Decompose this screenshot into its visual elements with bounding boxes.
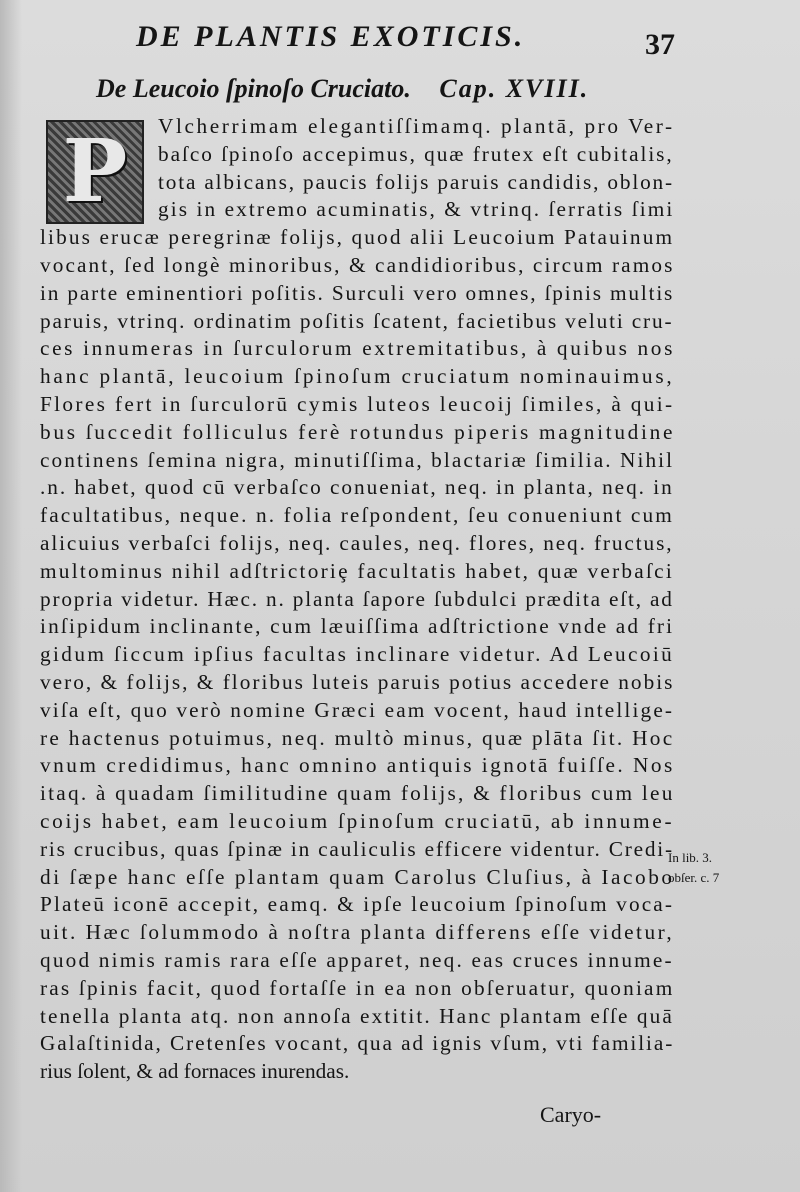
text-line: Flores fert in ſurculorū cymis luteos leucoij ſimiles, à qui- [40, 392, 675, 416]
text-line: inſipidum inclinante, cum læuiſſima adſtrictione vnde ad fri [40, 614, 675, 639]
margin-note-line: obſer. c. 7 [668, 870, 720, 885]
text-line: vocant, ſed longè minoribus, & candidioribus, circum ramos [40, 253, 675, 277]
text-line: Galaſtinida, Cretenſes vocant, qua ad ignis vſum, vti familia- [40, 1031, 675, 1056]
text-line: vero, & folijs, & floribus luteis paruis potius accedere nobis [40, 670, 675, 694]
text-line: alicuius verbaſci folijs, neq. caules, neq. flores, neq. fructus, [40, 531, 674, 555]
text-line: gis in extremo acuminatis, & vtrinq. ſerratis ſimi [158, 197, 675, 222]
text-line: facultatibus, neque. n. folia reſpondent, ſeu conueniunt cum [40, 503, 674, 528]
text-line: propria videtur. Hæc. n. planta ſapore ſubdulci prædita eſt, ad [40, 586, 674, 611]
page-number: 37 [645, 28, 675, 61]
text-line: Plateū iconē accepit, eamq. & ipſe leucoium ſpinoſum voca- [40, 892, 675, 917]
text-line: multominus nihil adſtrictoriȩ facultatis habet, quæ verbaſci [40, 558, 674, 583]
text-line: quod nimis ramis rara eſſe apparet, neq. eas cruces innume- [40, 948, 674, 972]
text-line: coijs habet, eam leucoium ſpinoſum cruciatū, ab innume- [40, 809, 675, 833]
text-line: re hactenus potuimus, neq. multò minus, quæ plāta ſit. Hoc [40, 725, 675, 750]
margin-note-line: In lib. 3. [668, 850, 713, 865]
chapter-title: De Leucoio ſpinoſo Cruciato. [96, 74, 411, 103]
catchword: Caryo- [540, 1102, 602, 1127]
text-line: continens ſemina nigra, minutiſſima, blactariæ ſimilia. Nihil [40, 447, 675, 472]
running-head: DE PLANTIS EXOTICIS. [136, 20, 526, 53]
text-line: tota albicans, paucis folijs paruis candidis, oblon- [158, 169, 674, 194]
text-line: baſco ſpinoſo accepimus, quæ frutex eſt cubitalis, [158, 141, 674, 166]
text-line: in parte eminentiori poſitis. Surculi vero omnes, ſpinis multis [40, 280, 675, 305]
text-line: rius ſolent, & ad fornaces inurendas. [40, 1059, 350, 1084]
decorated-initial [46, 120, 144, 224]
text-line: libus erucæ peregrinæ folijs, quod alii Leucoium Patauinum [40, 225, 675, 250]
text-line: Vlcherrimam elegantiſſimamq. plantā, pro Ver- [158, 114, 675, 138]
text-line: itaq. à quadam ſimilitudine quam folijs, & floribus cum leu [40, 781, 675, 806]
text-line: ras ſpinis facit, quod fortaſſe in ea non obſeruatur, quoniam [40, 975, 675, 1000]
text-line: bus ſuccedit folliculus ferè rotundus piperis magnitudine [40, 419, 676, 444]
text-line: tenella planta atq. non annoſa extitit. Hanc plantam eſſe quā [40, 1003, 674, 1028]
text-line: paruis, vtrinq. ordinatim poſitis ſcatent, facietibus veluti cru- [40, 308, 674, 333]
text-line: viſa eſt, quo verò nomine Græci eam vocent, haud intellige- [40, 697, 675, 722]
text-line: hanc plantā, leucoium ſpinoſum cruciatum nominauimus, [40, 364, 675, 389]
drop-cap-letter: P [62, 121, 128, 222]
text-line: uit. Hæc ſolummodo à noſtra planta differens eſſe videtur, [40, 920, 675, 945]
text-line: ces innumeras in ſurculorum extremitatibus, à quibus nos [40, 336, 675, 361]
text-line: di ſæpe hanc eſſe plantam quam Carolus Cluſius, à Iacobo [40, 864, 675, 889]
text-line: gidum ſiccum ipſius facultas inclinare videtur. Ad Leucoiū [40, 642, 675, 667]
chapter-label: Cap. XVIII. [439, 74, 590, 103]
text-line: ris crucibus, quas ſpinæ in cauliculis efficere videntur. Credi- [40, 836, 674, 861]
text-line: vnum credidimus, hanc omnino antiquis ignotā fuiſſe. Nos [40, 753, 675, 778]
chapter-heading [96, 74, 589, 104]
text-line: .n. habet, quod cū verbaſco conueniat, neq. in planta, neq. in [40, 475, 674, 500]
margin-note [668, 848, 719, 888]
